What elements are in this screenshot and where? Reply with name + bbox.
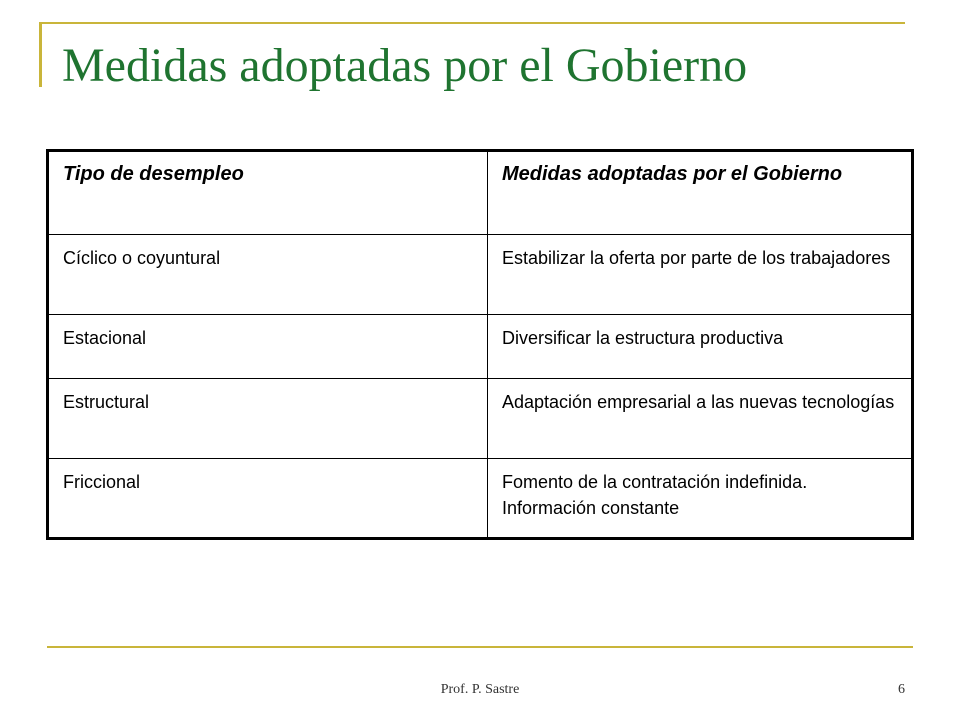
left-accent-rule [39, 22, 42, 87]
cell-measure: Diversificar la estructura productiva [488, 315, 913, 379]
table-row [48, 315, 913, 379]
table-row [48, 459, 913, 539]
page-number: 6 [898, 682, 905, 697]
bottom-rule [47, 646, 913, 648]
cell-measure: Adaptación empresarial a las nuevas tecnologías [488, 379, 913, 459]
cell-measure: Estabilizar la oferta por parte de los trabajadores [488, 235, 913, 315]
cell-measure: Fomento de la contratación indefinida. Información constante [488, 459, 913, 539]
table-row [48, 379, 913, 459]
header-government-measures: Medidas adoptadas por el Gobierno [488, 151, 913, 235]
unemployment-measures-table [46, 149, 914, 540]
footer-author: Prof. P. Sastre [440, 682, 520, 697]
table-row [48, 235, 913, 315]
table-header-row [48, 151, 913, 235]
cell-type: Estructural [48, 379, 488, 459]
cell-type: Estacional [48, 315, 488, 379]
slide-title: Medidas adoptadas por el Gobierno [62, 39, 748, 92]
cell-type: Cíclico o coyuntural [48, 235, 488, 315]
header-unemployment-type: Tipo de desempleo [48, 151, 488, 235]
cell-type: Friccional [48, 459, 488, 539]
top-rule [39, 22, 905, 24]
